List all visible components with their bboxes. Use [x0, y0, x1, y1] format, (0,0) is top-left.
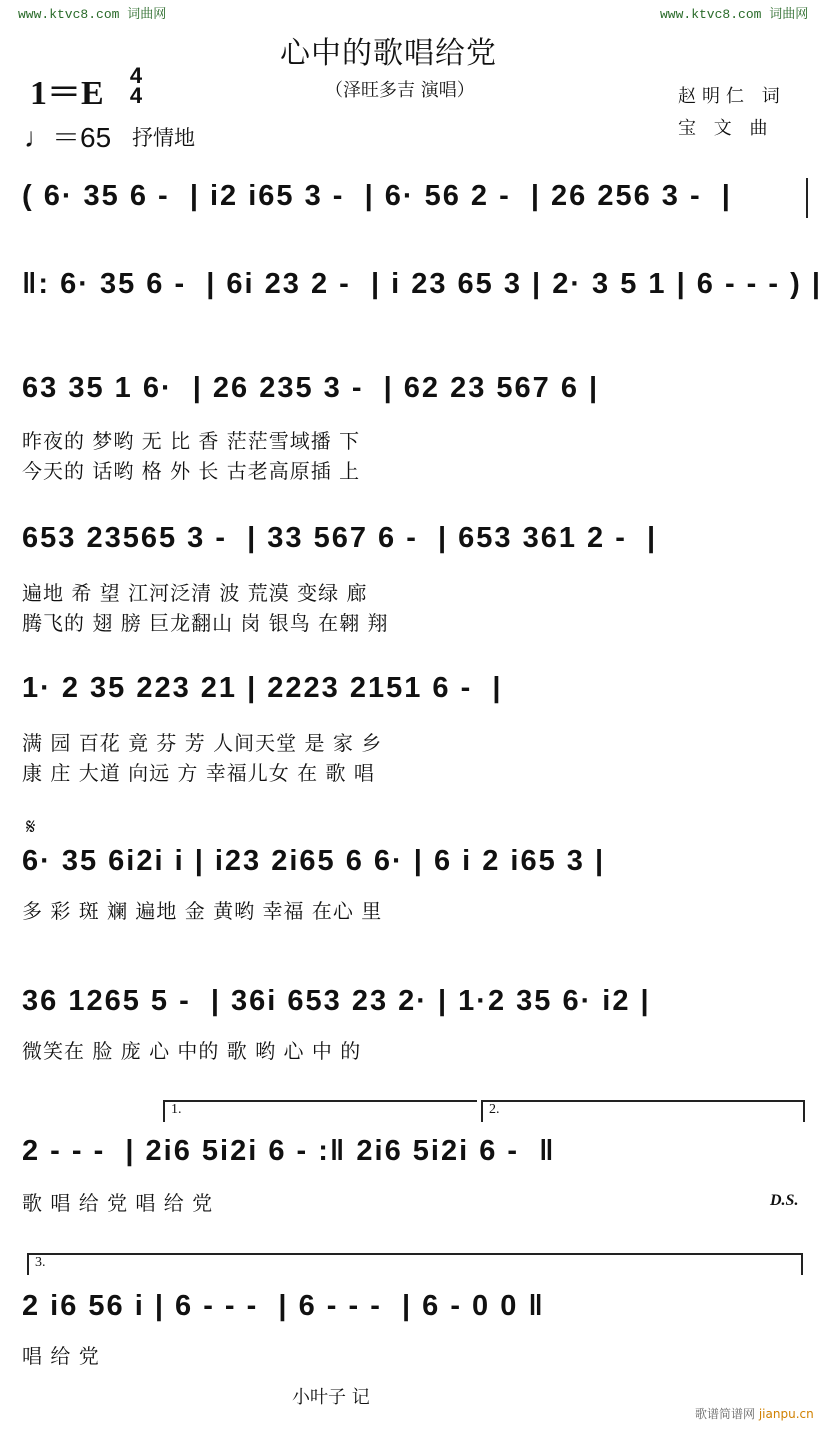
lyrics-line-3-verse-1: 昨夜的 梦哟 无 比 香 茫茫雪域播 下 — [22, 429, 361, 453]
dal-segno-marking: D.S. — [770, 1192, 799, 1209]
volta-label-2: 2. — [489, 1102, 500, 1117]
score-line-7: 36 1265 5 - | 36i 653 23 2· | 1·2 35 6· i2 | — [22, 985, 651, 1017]
performer: （泽旺多吉 演唱） — [325, 80, 475, 101]
volta-label-3: 3. — [35, 1255, 46, 1270]
time-sig-top: 4 — [129, 63, 143, 88]
score-line-1: ( 6· 35 6 - | i2 i65 3 - | 6· 56 2 - | 26 256 3 - | — [22, 180, 732, 212]
lyrics-line-4-verse-2: 腾飞的 翅 膀 巨龙翻山 岗 银鸟 在翱 翔 — [22, 611, 389, 635]
score-line-5: 1· 2 35 223 21 | 2223 2151 6 - | — [22, 672, 503, 704]
score-line-9: 2 i6 56 i | 6 - - - | 6 - - - | 6 - 0 0 ‖ — [22, 1290, 545, 1322]
volta-label-1: 1. — [171, 1102, 182, 1117]
score-line-8: 2 - - - | 2i6 5i2i 6 - :‖ 2i6 5i2i 6 - ‖ — [22, 1135, 556, 1167]
lyrics-line-6: 多 彩 斑 斓 遍地 金 黄哟 幸福 在心 里 — [22, 899, 383, 923]
lyrics-line-9: 唱 给 党 — [22, 1344, 100, 1368]
transcriber-credit: 小叶子 记 — [292, 1387, 370, 1408]
time-sig-bottom: 4 — [129, 83, 143, 108]
volta-bracket-2 — [481, 1100, 805, 1122]
volta-bracket-3 — [27, 1253, 803, 1275]
expression-marking: 抒情地 — [132, 126, 195, 150]
lyrics-line-8: 歌 唱 给 党 唱 给 党 — [22, 1191, 214, 1215]
key-signature: 1＝E — [30, 75, 104, 112]
lyrics-line-3-verse-2: 今天的 话哟 格 外 长 古老高原插 上 — [22, 459, 361, 483]
score-line-4: 653 23565 3 - | 33 567 6 - | 653 361 2 - | — [22, 522, 658, 554]
segno-sign: 𝄋 — [26, 815, 36, 840]
volta-bracket-1 — [163, 1100, 477, 1122]
composer-credit: 宝 文 曲 — [678, 118, 774, 139]
footer-site-cn: 歌谱简谱网 — [695, 1407, 756, 1421]
footer-site-en: jianpu.cn — [758, 1407, 814, 1421]
time-signature — [126, 63, 146, 108]
barline — [806, 178, 808, 218]
lyrics-line-5-verse-2: 康 庄 大道 向远 方 幸福儿女 在 歌 唱 — [22, 761, 375, 785]
lyrics-line-4-verse-1: 遍地 希 望 江河泛清 波 荒漠 变绿 廊 — [22, 581, 368, 605]
tempo-marking: ♩＝65 — [24, 122, 112, 153]
watermark-left: www.ktvc8.com 词曲网 — [18, 7, 167, 22]
score-line-2: ‖: 6· 35 6 - | 6i 23 2 - | i 23 65 3 | 2· 3 5 1 | 6 - - - ) | — [22, 268, 822, 300]
watermark-right: www.ktvc8.com 词曲网 — [660, 7, 809, 22]
lyrics-line-5-verse-1: 满 园 百花 竟 芬 芳 人间天堂 是 家 乡 — [22, 731, 383, 755]
score-line-3: 63 35 1 6· | 26 235 3 - | 62 23 567 6 | — [22, 372, 600, 404]
lyrics-line-7: 微笑在 脸 庞 心 中的 歌 哟 心 中 的 — [22, 1039, 362, 1063]
song-title: 心中的歌唱给党 — [280, 36, 497, 71]
score-line-6: 6· 35 6i2i i | i23 2i65 6 6· | 6 i 2 i65 3 | — [22, 845, 606, 877]
lyricist-credit: 赵明仁 词 — [678, 86, 786, 107]
footer-watermark — [695, 1405, 814, 1422]
